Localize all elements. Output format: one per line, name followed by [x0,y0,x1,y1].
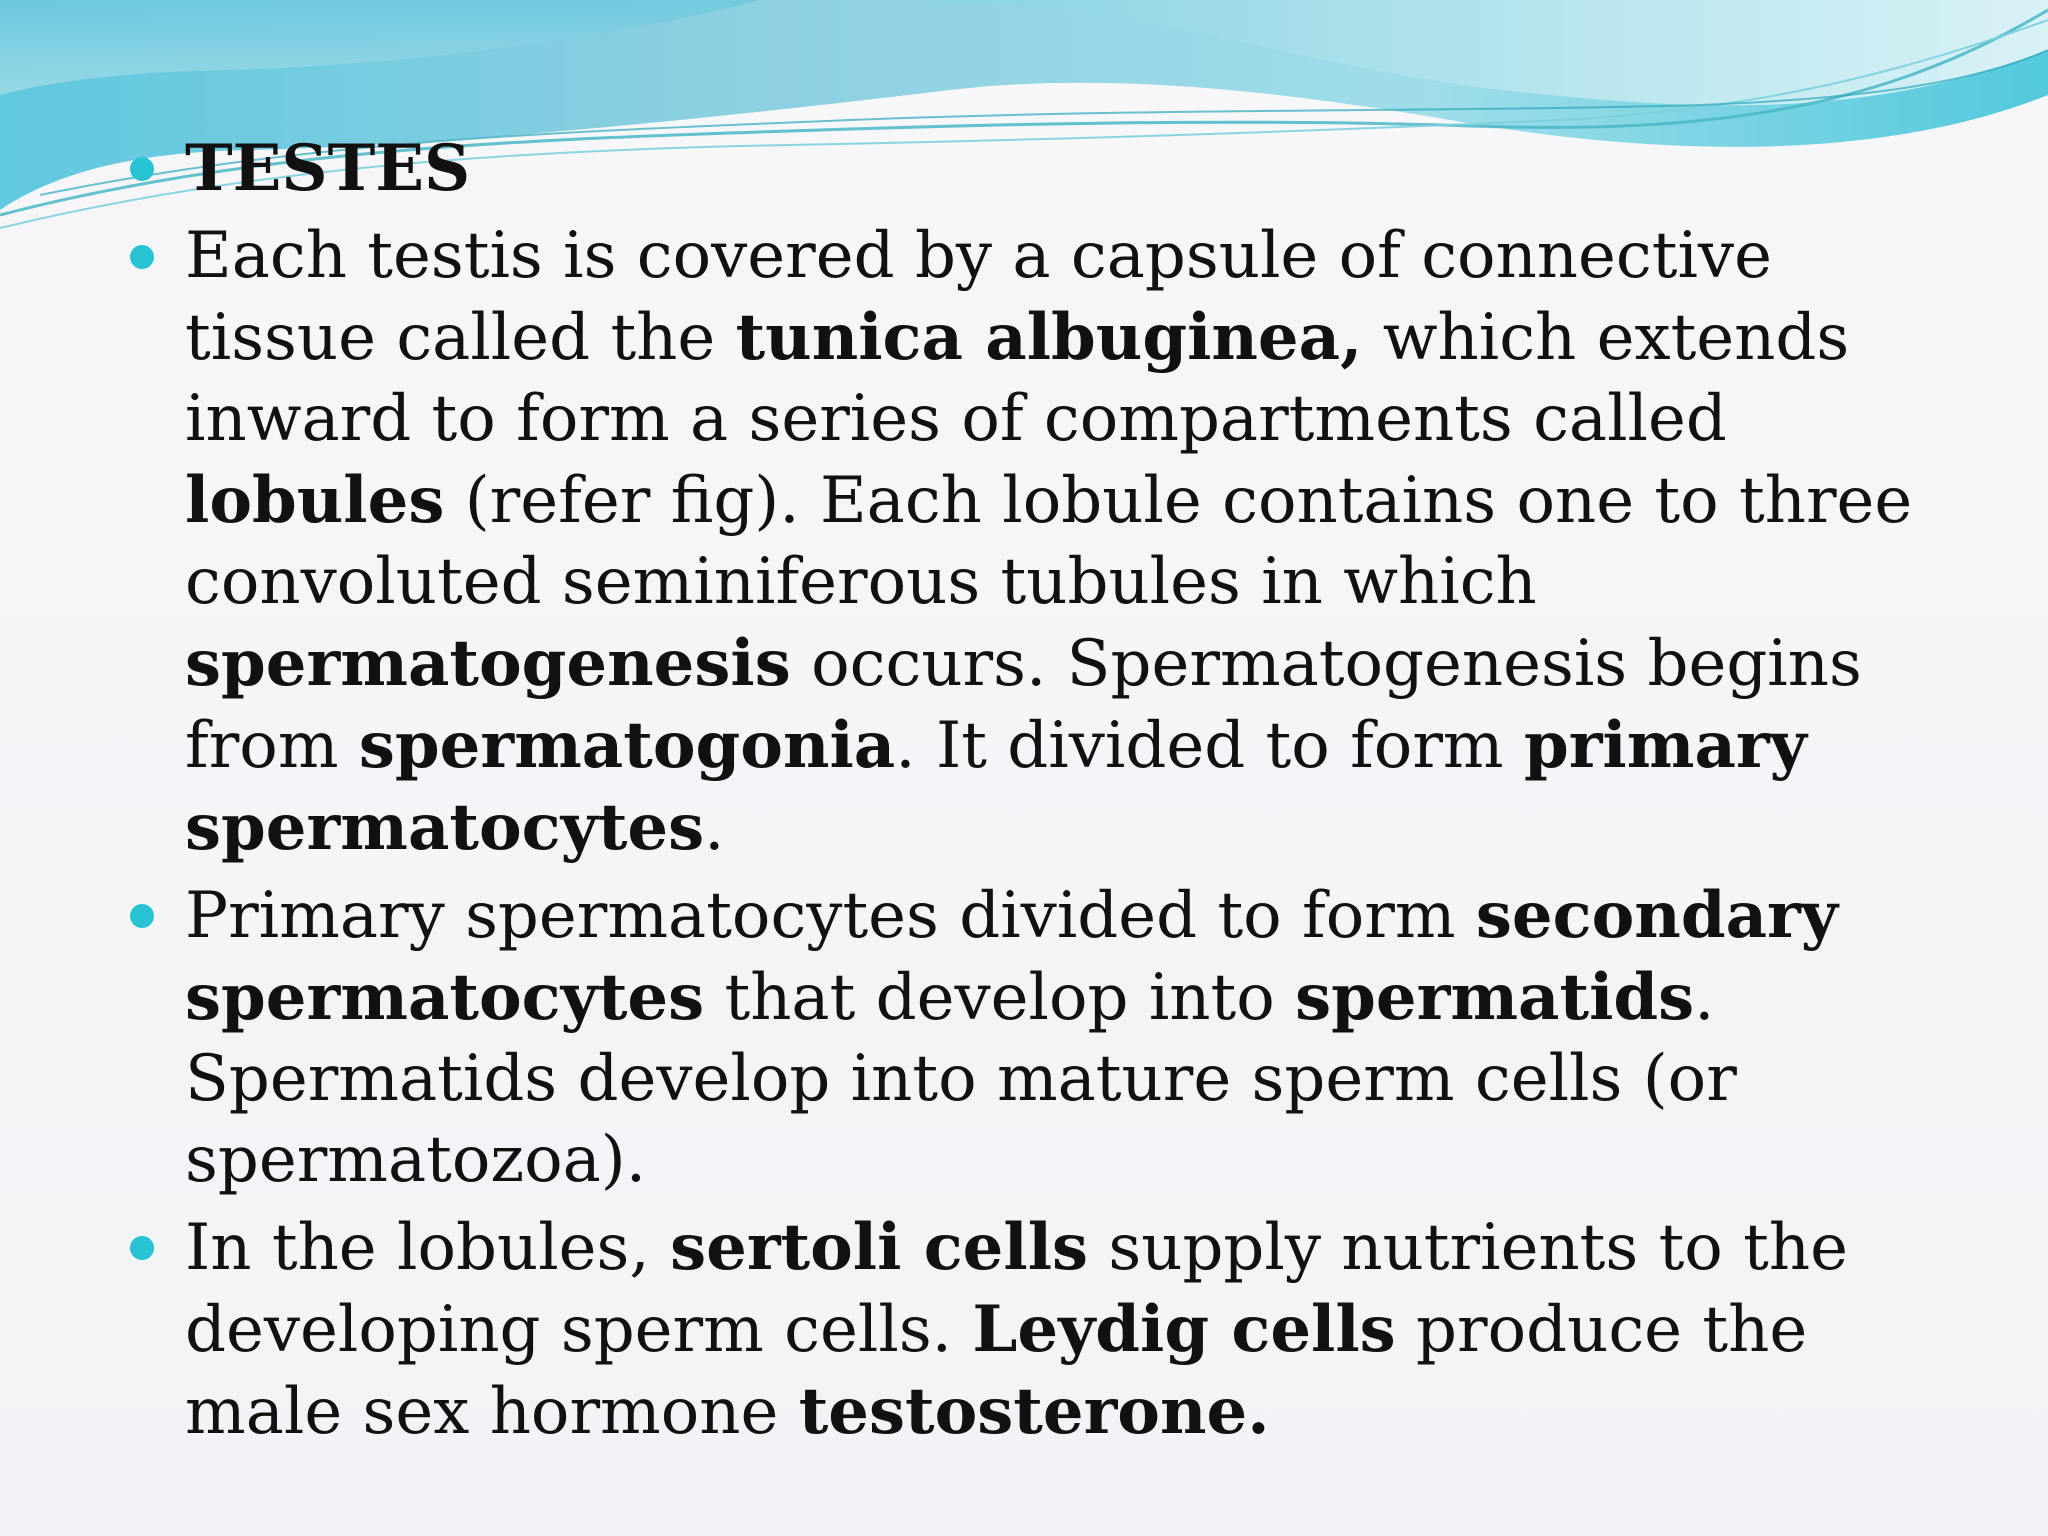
bullet-text: that develop into [704,961,1296,1035]
bullet-item-testis-structure [130,216,1930,869]
bullet-text: Each testis is covered by a capsule of connective tissue called the [185,219,1772,375]
bullet-dot-icon [130,1236,154,1260]
bullet-bold-text: testosterone. [798,1374,1270,1449]
bullet-bold-text: Leydig cells [972,1292,1396,1367]
bullet-text: . [704,791,725,865]
bullet-bold-text: primary spermatocytes [185,708,1807,865]
bullet-bold-text: secondary spermatocytes [185,878,1838,1035]
bullet-text: . Spermatids develop into mature sperm cells (or spermatozoa). [185,961,1737,1197]
bullet-dot-icon [130,245,154,269]
bullet-bold-text: spermatogenesis [185,626,791,701]
bullet-bold-text: lobules [185,463,445,538]
bullet-list [130,128,1930,1459]
bullet-text: (refer fig). Each lobule contains one to three convoluted seminiferous tubules in which [185,464,1913,619]
bullet-text: supply nutrients to the developing sperm cells. [185,1211,1848,1367]
bullet-text: In the lobules, [185,1211,671,1285]
bullet-dot-icon [130,904,154,928]
bullet-text: Primary spermatocytes divided to form [185,879,1476,953]
bullet-item-spermatocytes [130,875,1930,1201]
bullet-item-testes [130,128,1930,210]
bullet-bold-text: spermatids [1295,960,1695,1035]
bullet-dot-icon [130,157,154,181]
bullet-heading: TESTES [185,131,471,206]
bullet-text: produce the male sex hormone [185,1293,1808,1449]
bullet-bold-text: sertoli cells [670,1210,1089,1285]
bullet-text: occurs. Spermatogenesis begins from [185,627,1862,783]
bullet-item-lobule-cells [130,1207,1930,1453]
bullet-text: . It divided to form [895,709,1524,783]
bullet-bold-text: tunica albuginea, [735,300,1363,375]
bullet-text: which extends inward to form a series of compartments called [185,301,1850,456]
bullet-bold-text: spermatogonia [358,708,896,783]
